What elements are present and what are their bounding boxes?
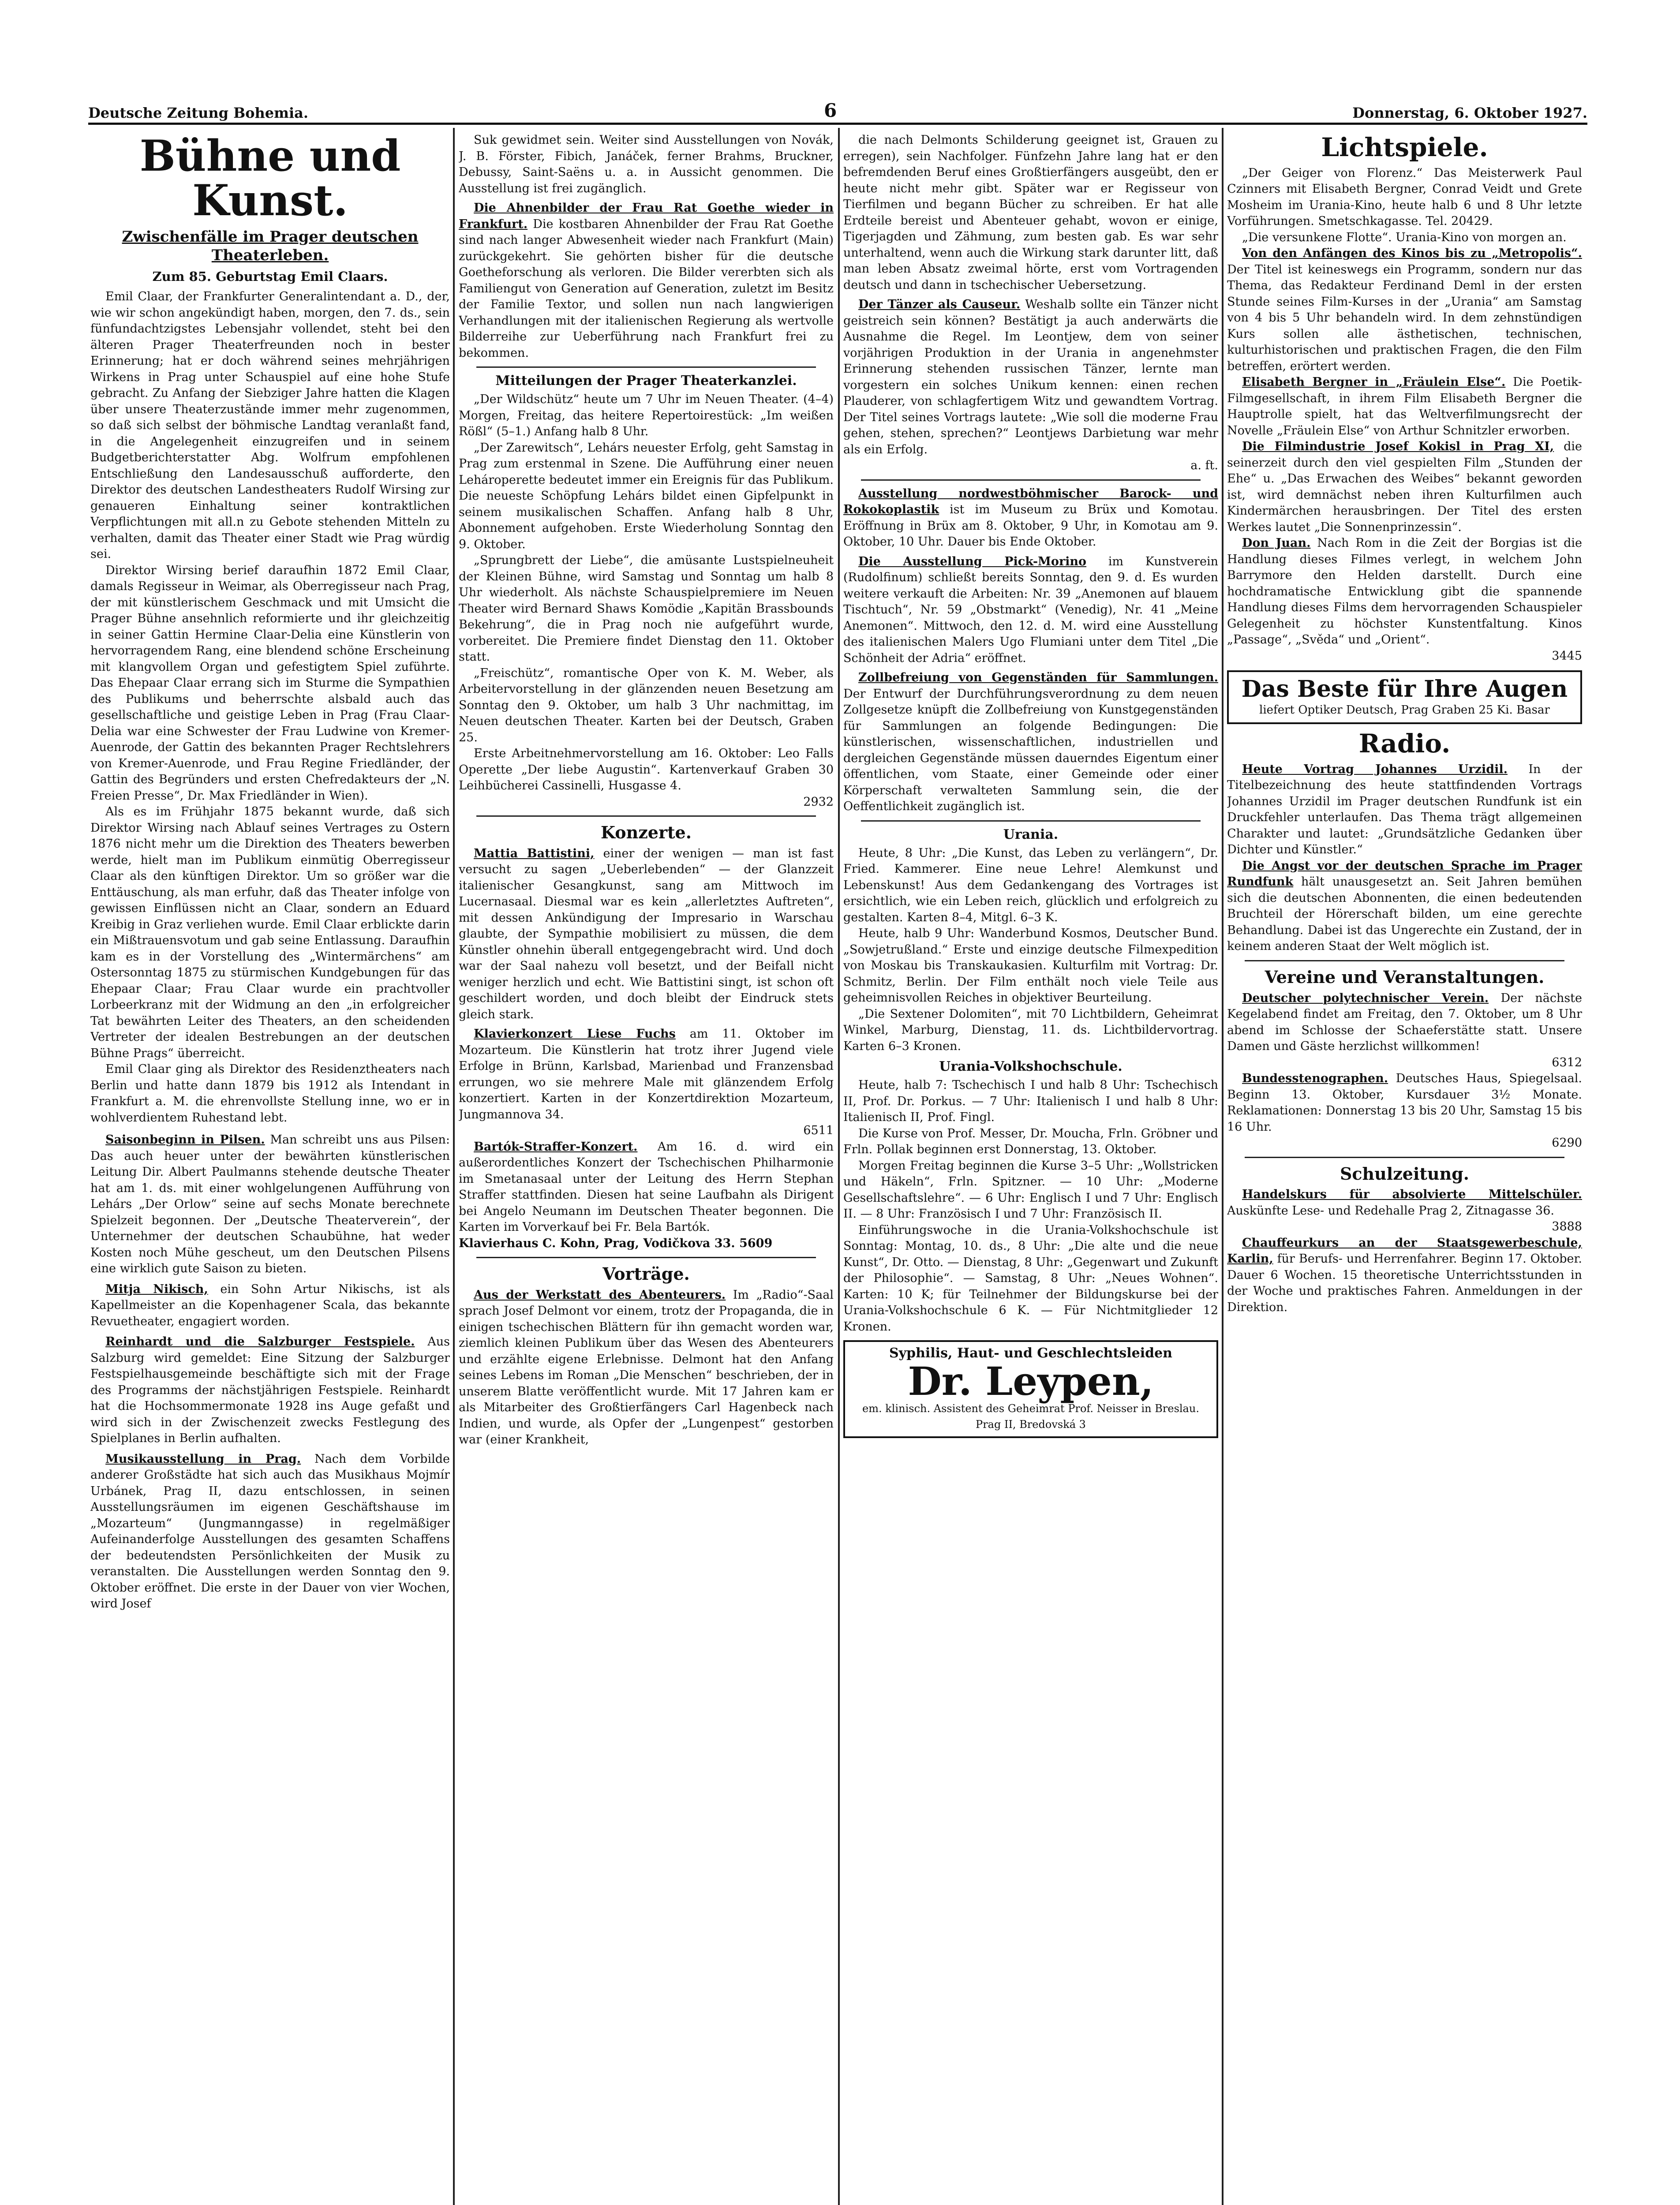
item-head: Zollbefreiung von Gegenständen für Sammlungen. [858,671,1218,684]
ad-details: liefert Optiker Deutsch, Prag Graben 25 Ki. Basar [1259,703,1550,717]
news-item [459,200,834,361]
item-head: Mitja Nikisch, [105,1282,208,1296]
item-text: ist im Museum zu Brüx und Komotau. Eröffnung in Brüx am 8. Oktober, 9 Uhr, in Komotau am 9. Oktober, 10 Uhr. Dauer bis Ende Oktober. [843,503,1218,549]
news-item [90,1132,450,1277]
news-item [90,1451,450,1612]
news-item [90,1334,450,1447]
item-head: Deutscher polytechnischer Verein. [1242,991,1489,1005]
masthead [88,79,1587,121]
divider [476,366,816,368]
news-item [843,670,1218,815]
news-item [1227,374,1582,439]
notice: Erste Arbeitnehmervorstellung am 16. Oktober: Leo Falls Operette „Der liebe Augustin“. Kartenverkauf Graben 30 Leihbücherei Cassinelli, Husgasse 4. [459,747,834,792]
column-divider [838,128,840,2205]
article-paragraph: Direktor Wirsing berief daraufhin 1872 Emil Claar, damals Regisseur in Weimar, als Oberregisseur nach Prag, der mit künstlerischem Geschmack und mit Umsicht die Prager Bühne ansehnlich reformierte und ihr gleichzeitig in seiner Gattin Hermine Claar-Delia eine Künstlerin von hervorragendem Rang, eine blendend schöne Erscheinung mit klangvollem Organ und gefestigtem Spiel zuführte. Das Ehepaar Claar errang sich im Sturme die Sympathien des Publikums und beherrschte alsbald auch das gesellschaftliche und geistige Leben in Prag (Frau Claar-Delia war eine Schwester der Frau Ludwine von Kremer-Auenrode, der Gattin des bekannten Prager Rechtslehrers von Kremer-Auenrode, und Frau Regine Friedländer, der Gattin des Begründers und ersten Chefredakteurs der „N. Freien Presse“, Dr. Max Friedländer in Wien). [90,563,450,803]
notice: Heute, halb 7: Tschechisch I und halb 8 Uhr: Tschechisch II, Prof. Dr. Porkus. — 7 Uhr: Italienisch I und halb 8 Uhr: Italienisch II, Prof. Fingl. [843,1078,1218,1124]
section-heading-vortraege: Vorträge. [602,1264,690,1284]
article-paragraph: die nach Delmonts Schilderung geeignet ist, Grauen zu erregen), sein Nachfolger. Fünfzehn Jahre lang hat er den befremdenden Beruf eines Großtierfängers ausgeübt, den er heute nicht mehr gibt. Später war er Regisseur von Tierfilmen und begann Bücher zu schreiben. Er hat alle Erdteile bereist und Abenteuer gehabt, wovon er einige, Tigerjagden und Zähmung, zum besten gab. Es war sehr unterhaltend, wenn auch die Wirkung stark darunter litt, daß man leben Absatz zweimal hörte, erst vom Vortragenden deutsch und dann in tschechischer Uebersetzung. [843,133,1218,292]
ad-number: 3445 [1552,649,1582,663]
item-text: Auskünfte Lese- und Redehalle Prag 2, Zitnagasse 36. [1227,1203,1554,1218]
ad-number: 6511 [803,1124,834,1138]
column-1 [90,132,450,2205]
section-title-lichtspiele: Lichtspiele. [1321,132,1488,162]
item-text: Man schreibt uns aus Pilsen: Das auch heuer unter der bewährten künstlerischen Leitung Dir. Albert Paulmanns stehende deutsche Theater hat am 1. ds. mit einer wohlgelungenen Aufführung von Lehárs „Der Orlow“ seine auf sechs Monate berechnete Spielzeit begonnen. Der „Deutsche Theaterverein“, der Unternehmer der deutschen Schaubühne, hat weder Kosten noch Mühe gescheut, um den Deutschen Pilsens eine wirklich gute Saison zu bieten. [90,1133,450,1276]
news-item [1227,990,1582,1055]
column-divider [1222,128,1224,2205]
item-text: Der Entwurf der Durchführungsverordnung zu dem neuen Zollgesetze knüpft die Zollbefreiung von Kunstgegenständen für Sammlungen an folgende Bedingungen: Die künstlerischen, wissenschaftlichen, industriellen und dergleichen Gegenstände müssen dauerndes Eigentum einer öffentlichen, vom Staate, einer Gemeinde oder einer Körperschaft verwalteten Sammlung sein, die der Oeffentlichkeit zugänglich ist. [843,687,1218,813]
item-head: Die Filmindustrie Josef Kokisl in Prag XI, [1242,440,1554,454]
item-head: Der Tänzer als Causeur. [858,298,1021,311]
item-text: Der nächste Kegelabend findet am Freitag, den 7. Oktober, um 8 Uhr abend im Schlosse der Schaeferstätte statt. Unsere Damen und Gäste herzlichst willkommen! [1227,991,1582,1054]
section-heading-urania: Urania. [1003,826,1059,842]
item-text: ein Sohn Artur Nikischs, ist als Kapellmeister an die Kopenhagener Scala, das bekannte Revuetheater, engagiert worden. [90,1282,450,1328]
ad-heading: Syphilis, Haut- und Geschlechtsleiden [889,1345,1172,1361]
item-text: Am 16. d. wird ein außerordentliches Konzert der Tschechischen Philharmonie im Smetanasaal unter der Leitung des Herrn Stephan Straffer stattfinden. Diesen hat seine Laufbahn als Dirigent bei Angelo Neumann im Deutschen Theater begonnen. Die Karten im Vorverkauf bei Fr. Bela Bartók. [459,1140,834,1234]
article-paragraph: Emil Claar, der Frankfurter Generalintendant a. D., der, wie wir schon angekündigt haben, morgen, den 7. ds., sein fünfundachtzigstes Lebensjahr vollendet, steht bei den älteren Prager Theaterfreunden noch in bester Erinnerung; hat er doch während seines mehrjährigen Wirkens in Prag unter Schauspiel auf eine hohe Stufe gebracht. Zu Anfang der Siebziger Jahre hatten die Klagen über unsere Theaterzustände immer mehr zugenommen, so daß sich selbst der böhmische Landtag veranlaßt fand, in die Angelegenheit einzugreifen und in seinem Budgetberichterstatter Abg. Wolfrum empfohlenen Entschließung den Landesausschuß aufforderte, den Direktor des deutschen Landestheaters Rudolf Wirsing zur genaueren Einhaltung seiner kontraktlichen Verpflichtungen mit all.n zu Gebote stehenden Mitteln zu verhalten, damit das Theater einer Stadt wie Prag würdig sei. [90,290,450,561]
section-heading-konzerte: Konzerte. [601,822,692,842]
item-head: Don Juan. [1242,536,1311,550]
item-head: Heute Vortrag Johannes Urzidil. [1242,762,1508,776]
divider [861,479,1201,481]
notice: „Freischütz“, romantische Oper von K. M. Weber, als Arbeitervorstellung in der glänzenden neuen Besetzung am Sonntag den 9. Oktober, um halb 3 Uhr nachmittag, im Neuen deutschen Theater. Karten bei der Deutsch, Graben 25. [459,666,834,744]
item-text: Weshalb sollte ein Tänzer nicht geistreich sein können? Bestätigt ja auch anderwärts die Ausnahme die Regel. Im Leontjew, dem von seiner vorjährigen Produktion in der Urania in angenehmster Erinnerung stehenden russischen Tänzer, lernte man vorgestern ein solches Unikum kennen: einen rechen Plauderer, von schlagfertigem Witz und gewandtem Vortrag. Der Titel seines Vortrags lautete: „Wie soll die moderne Frau gehen, stehen, sprechen?“ Leontjews Darbietung war mehr als ein Erfolg. [843,298,1218,456]
masthead-rule [88,123,1587,125]
notice: Heute, 8 Uhr: „Die Kunst, das Leben zu verlängern“, Dr. Fried. Kammerer. Eine neue Lehre! Alemkunst und Lebenskunst! Aus dem Gedankengang des Vortrages ist ersichtlich, wie ein Leben reich, glücklich und erfolgreich zu gestalten. Karten 8–4, Mitgl. 6–3 K. [843,846,1218,924]
news-item [1227,439,1582,535]
section-heading-mitteilungen: Mitteilungen der Prager Theaterkanzlei. [495,373,797,389]
divider [1245,1157,1564,1158]
divider [476,815,816,817]
item-head: Von den Anfängen des Kinos bis zu „Metropolis“. [1242,247,1582,261]
notice: „Die versunkene Flotte“. Urania-Kino von morgen an. [1242,230,1567,244]
article-dateline: Zum 85. Geburtstag Emil Claars. [152,269,388,284]
item-text: am 11. Oktober im Mozarteum. Die Künstlerin hat trotz ihrer Jugend viele Erfolge in Brünn, Karlsbad, Marienbad und Franzensbad errungen, wo sie mehrere Male mit glänzendem Erfolg konzertiert. Karten in der Konzertdirektion Mozarteum, Jungmannova 34. [459,1027,834,1121]
news-item [459,1139,834,1236]
paper-name: Deutsche Zeitung Bohemia. [88,105,309,121]
notice: „Der Zarewitsch“, Lehárs neuester Erfolg, geht Samstag in Prag zum erstenmal in Szene. Die Aufführung einer neuen Lehároperette bedeutet immer ein Ereignis für das Publikum. Die neueste Schöpfung Lehárs bildet einen Gipfelpunkt in seinem musikalischen Schaffen. Anfang halb 8 Uhr, Abonnement aufgehoben. Erste Wiederholung Sonntag den 9. Oktober. [459,441,834,551]
news-item [843,554,1218,667]
column-4 [1227,132,1582,2205]
small-ad: Klavierhaus C. Kohn, Prag, Vodičkova 33. 5609 [459,1236,773,1250]
article-headline: Zwischenfälle im Prager deutschen Theaterleben. [122,228,419,265]
notice: Die Kurse von Prof. Messer, Dr. Moucha, Frln. Gröbner und Frln. Pollak beginnen erst Donnerstag, 13. Oktober. [843,1126,1218,1156]
notice: „Der Wildschütz“ heute um 7 Uhr im Neuen Theater. (4–4) Morgen, Freitag, das heitere Repertoirestück: „Im weißen Rößl“ (5–1.) Anfang halb 8 Uhr. [459,392,834,438]
news-item [1227,535,1582,648]
news-item [1227,858,1582,955]
item-text: In der Titelbezeichnung des heute stattfindenden Vortrags Johannes Urzidil im Prager deutschen Rundfunk ist ein Druckfehler unterlaufen. Das Thema trägt allgemeinen Charakter und lautet: „Grundsätzliche Gedanken über Dichter und Künstler.“ [1227,762,1582,857]
notice: Heute, halb 9 Uhr: Wanderbund Kosmos, Deutscher Bund. „Sowjetrußland.“ Erste und einzige deutsche Filmexpedition von Moskau bis Transkaukasien. Kulturfilm mit Vortrag: Dr. Schmitz, Berlin. Der Film enthält noch viele Teile aus geheimnisvollen Reiches in objektiver Beurteilung. [843,927,1218,1005]
item-text: Deutsches Haus, Spiegelsaal. Beginn 13. Oktober, Kursdauer 3½ Monate. Reklamationen: Donnerstag 13 bis 20 Uhr, Samstag 15 bis 16 Uhr. [1227,1072,1582,1134]
optician-advertisement [1227,670,1582,724]
item-text: Im „Radio“-Saal sprach Josef Delmont vor einem, trotz der Propaganda, die in einigen tschechischen Blättern für ihn gemacht worden war, ziemlich kleinen Publikum über das Wesen des Abenteurers und erzählte eigene Erlebnisse. Delmont hat den Anfang seines Lebens im Roman „Die Menschen“ beschrieben, der in unserem Blatte veröffentlicht wurde. Mit 17 Jahren kam er als Mitarbeiter des Großtierfängers Carl Hagenbeck nach Indien, und wurde, als Opfer der „Lungenpest“ gestorben war (einer Krankheit, [459,1288,834,1447]
column-2 [459,132,834,2205]
notice: Morgen Freitag beginnen die Kurse 3–5 Uhr: „Wollstricken und Häkeln“, Frln. Spitzner. — 10 Uhr: „Moderne Gesellschaftslehre“. — 6 Uhr: Englisch I und 7 Uhr: Englisch II. — 8 Uhr: Französisch I und 7 Uhr: Französisch II. [843,1159,1218,1221]
news-item [1227,1187,1582,1219]
item-text: Nach dem Vorbilde anderer Großstädte hat sich auch das Musikhaus Mojmír Urbánek, Prag II, dazu entschlossen, in seinen Ausstellungsräumen im eigenen Geschäftshause im „Mozarteum“ (Jungmanngasse) in regelmäßiger Aufeinanderfolge Ausstellungen des gesamten Schaffens der bedeutendsten Persönlichkeiten der Musik zu veranstalten. Die Ausstellungen werden Sonntag den 9. Oktober eröffnet. Die erste in der Dauer von vier Wochen, wird Josef [90,1452,450,1611]
item-head: Die Angst vor der deutschen Sprache im Prager Rundfunk [1227,859,1582,889]
item-head: Die Ausstellung Pick-Morino [858,554,1087,568]
news-item [1227,762,1582,858]
item-head: Mattia Battistini, [474,846,595,860]
item-head: Klavierkonzert Liese Fuchs [474,1027,676,1041]
item-head: Elisabeth Bergner in „Fräulein Else“. [1242,375,1506,389]
article-paragraph: Emil Claar ging als Direktor des Residenztheaters nach Berlin und hatte dann 1879 bis 1912 als Intendant in Frankfurt a. M. die ehrenvollste Stellung inne, wo er in wohlverdientem Ruhestand lebt. [90,1062,450,1125]
notice: „Der Geiger von Florenz.“ Das Meisterwerk Paul Czinners mit Elisabeth Bergner, Conrad Veidt und Grete Mosheim im Urania-Kino, heute halb 6 und 8 Uhr letzte Vorführungen. Smetschkagasse. Tel. 20429. [1227,166,1582,228]
ad-number: 6290 [1552,1136,1582,1150]
item-text: hält unausgesetzt an. Seit Jahren bemühen sich die deutschen Abonnenten, die einen bedeutenden Bruchteil der Hörerschaft bilden, um eine gerechte Behandlung. Dabei ist das Ungerechte ein Zustand, der in keinem anderen Staat der Welt möglich ist. [1227,875,1582,953]
item-head: Aus der Werkstatt des Abenteurers. [474,1288,726,1302]
news-item [1227,1235,1582,1316]
issue-date: Donnerstag, 6. Oktober 1927. [1352,105,1587,121]
ad-number: 6312 [1552,1055,1582,1069]
author-signature: a. ft. [1190,459,1218,472]
item-head: Die Ahnenbilder der Frau Rat Goethe wieder in Frankfurt. [459,201,834,231]
item-head: Bundesstenographen. [1242,1072,1388,1086]
item-text: Die kostbaren Ahnenbilder der Frau Rat Goethe sind nach langer Abwesenheit wieder nach Frankfurt (Main) zurückgekehrt. Sie gehörten bisher für die deutsche Goetheforschung als verloren. Die Bilder vererbten sich als Familiengut von Generation auf Generation, zuletzt im Besitz der Familie Textor, und sollen nun nach langwierigen Verhandlungen mit der italienischen Regierung als wertvolle Bilderreihe zur Ueberführung nach Frankfurt frei zu bekommen. [459,217,834,360]
ad-slogan: Das Beste für Ihre Augen [1241,676,1568,703]
item-text: Nach Rom in die Zeit der Borgias ist die Handlung dieses Filmes verlegt, in welchem John Barrymore den Helden darstellt. Durch eine hochdramatische Entwicklung gibt die spannende Handlung dieses Films dem hervorragenden Schauspieler Gelegenheit zu höchster Kunstentfaltung. Kinos „Passage“, „Svěda“ und „Orient“. [1227,536,1582,647]
item-head: Saisonbeginn in Pilsen. [105,1133,265,1147]
item-head: Ausstellung nordwestböhmischer Barock- und Rokokoplastik [843,486,1218,516]
column-3 [843,132,1218,2205]
section-heading-volkshochschule: Urania-Volkshochschule. [939,1059,1122,1074]
item-head: Chauffeurkurs an der Staatsgewerbeschule, Karlin, [1227,1236,1582,1266]
notice: „Sprungbrett der Liebe“, die amüsante Lustspielneuheit der Kleinen Bühne, wird Samstag und Sonntag um halb 8 Uhr wiederholt. Als nächste Schauspielpremiere im Neuen Theater wird Bernard Shaws Komödie „Kapitän Brassbounds Bekehrung“, die in Prag noch nie aufgeführt wurde, vorbereitet. Die Premiere findet Dienstag den 11. Oktober statt. [459,553,834,664]
divider [476,1257,816,1258]
item-head: Reinhardt und die Salzburger Festspiele. [105,1335,415,1349]
item-text: für Berufs- und Herrenfahrer. Beginn 17. Oktober. Dauer 6 Wochen. 15 theoretische Unterrichtsstunden in der Woche und praktisches Fahren. Anmeldungen in der Direktion. [1227,1252,1582,1314]
article-paragraph: Suk gewidmet sein. Weiter sind Ausstellungen von Novák, J. B. Förster, Fibich, Janáček, ferner Brahms, Bruckner, Debussy, Saint-Saëns u. a. in Aussicht genommen. Die Ausstellung ist frei zugänglich. [459,133,834,195]
divider [1245,960,1564,961]
page-number: 6 [824,100,837,121]
item-head: Bartók-Straffer-Konzert. [474,1140,638,1154]
item-text: Der Titel ist keineswegs ein Programm, sondern nur das Thema, das Redakteur Ferdinand Deml in der ersten Stunde seines Film-Kurses in der „Urania“ am Samstag von 4 bis 5 Uhr behandeln wird. In dem zehnstündigen Kurs sollen alle ästhetischen, technischen, kulturhistorischen und praktischen Fragen, die den Film betreffen, erörtert werden. [1227,262,1582,373]
item-text: Die Poetik-Filmgesellschaft, in ihrem Film Elisabeth Bergner die Hauptrolle spielt, hat das Weltverfilmungsrecht der Novelle „Fräulein Else“ von Arthur Schnitzler erworben. [1227,375,1582,437]
news-item [459,846,834,1023]
section-title-buehne: Bühne und Kunst. [139,132,401,225]
item-head: Musikausstellung in Prag. [105,1452,301,1466]
column-divider [453,128,455,2205]
section-title-schulzeitung: Schulzeitung. [1340,1163,1470,1184]
item-text: einer der wenigen — man ist fast versucht zu sagen „Ueberlebenden“ — der Glanzzeit italienischer Gesangkunst, sang am Mittwoch im Lucernasaal. Diesmal war es kein „allerletztes Auftreten“, mit dessen Ankündigung der Impresario in Warschau glaubte, der Sympathie mobilisiert zu müssen, die dem Künstler ohnehin überall entgegengebracht wird. Und doch war der Saal nahezu voll besetzt, und der Beifall nicht weniger herzlich und echt. Wie Battistini singt, ist schon oft geschildert worden, und doch bleibt der Eindruck stets gleich stark. [459,846,834,1021]
news-item [1227,1071,1582,1135]
news-item [1227,246,1582,374]
item-text: Aus Salzburg wird gemeldet: Eine Sitzung der Salzburger Festspielhausgemeinde beschäftigte sich mit der Frage des Programms der nächstjährigen Festspiele. Reinhardt hat die Hochsommermonate 1928 ins Auge gefaßt und wird sich in der Zwischenzeit zwecks Festlegung des Spielplanes in Berlin aufhalten. [90,1335,450,1446]
item-text: im Kunstverein (Rudolfinum) schließt bereits Sonntag, den 9. d. Es wurden weitere verkauft die Arbeiten: Nr. 39 „Anemonen auf blauem Tischtuch“, Nr. 59 „Obstmarkt“ (Venedig), Nr. 41 „Meine Anemonen“. Mittwoch, den 12. d. M. wird eine Ausstellung des italienischen Malers Ugo Flumiani unter dem Titel „Die Schönheit der Adria“ eröffnet. [843,554,1218,665]
notice: „Die Sextener Dolomiten“, mit 70 Lichtbildern, Geheimrat Winkel, Marburg, Dienstag, 11. ds. Lichtbildervortrag. Karten 6–3 Kronen. [843,1007,1218,1053]
notice: Einführungswoche in die Urania-Volkshochschule ist Sonntag: Montag, 10. ds., 8 Uhr: „Die alte und die neue Kunst“, Dr. Otto. — Dienstag, 8 Uhr: „Gegenwart und Zukunft der Philosophie“. — Samstag, 8 Uhr: „Neues Wohnen“. Karten: 10 K; für Teilnehmer der Bildungskurse bei der Urania-Volkshochschule 6 K. — Für Nichtmitglieder 12 Kronen. [843,1223,1218,1334]
ad-details: em. klinisch. Assistent des Geheimrat Prof. Neisser in Breslau. Prag II, Bredovská 3 [862,1402,1199,1431]
news-item [843,297,1218,458]
news-item [459,1287,834,1448]
divider [861,820,1201,822]
news-item [843,486,1218,550]
doctor-advertisement [843,1340,1218,1438]
ad-number: 2932 [803,795,834,809]
item-head: Handelskurs für absolvierte Mittelschüler. [1242,1188,1582,1202]
section-title-vereine: Vereine und Veranstaltungen. [1265,967,1545,987]
ad-number: 3888 [1552,1220,1582,1234]
article-paragraph: Als es im Frühjahr 1875 bekannt wurde, daß sich Direktor Wirsing nach Ablauf seines Vertrages zu Ostern 1876 nicht mehr um die Direktion des Theaters bewerben werde, hielt man im Publikum einmütig Oberregisseur Claar als den künftigen Direktor. Um so größer war die Enttäuschung, als man erfuhr, daß das Theater infolge von gewissen Einflüssen nicht an Claar, sondern an Eduard Kreibig in Graz verliehen wurde. Emil Claar erblickte darin ein Mißtrauensvotum und gab seine Entlassung. Daraufhin kam es in der Vorstellung des „Wintermärchens“ am Ostersonntag 1875 zu stürmischen Kundgebungen für das Ehepaar Claar; Frau Claar wurde ein prachtvoller Lorbeerkranz mit der Widmung an den „in erfolgreicher Tat bewährten Leiter des Theaters, an den scheidenden Vertreter der idealen Bestrebungen an der deutschen Bühne Prags“ überreicht. [90,805,450,1060]
news-item [90,1282,450,1330]
news-item [459,1026,834,1123]
ad-name: Dr. Leypen, [908,1358,1154,1404]
section-title-radio: Radio. [1358,729,1451,759]
item-text: die seinerzeit durch den viel gespielten Film „Stunden der Ehe“ u. „Das Erwachen des Weibes“ bekannt geworden ist, wird demnächst neben ihren Kulturfilmen auch Kindermärchen herausbringen. Der Titel des ersten Werkes lautet „Die Sonnenprinzessin“. [1227,440,1582,534]
